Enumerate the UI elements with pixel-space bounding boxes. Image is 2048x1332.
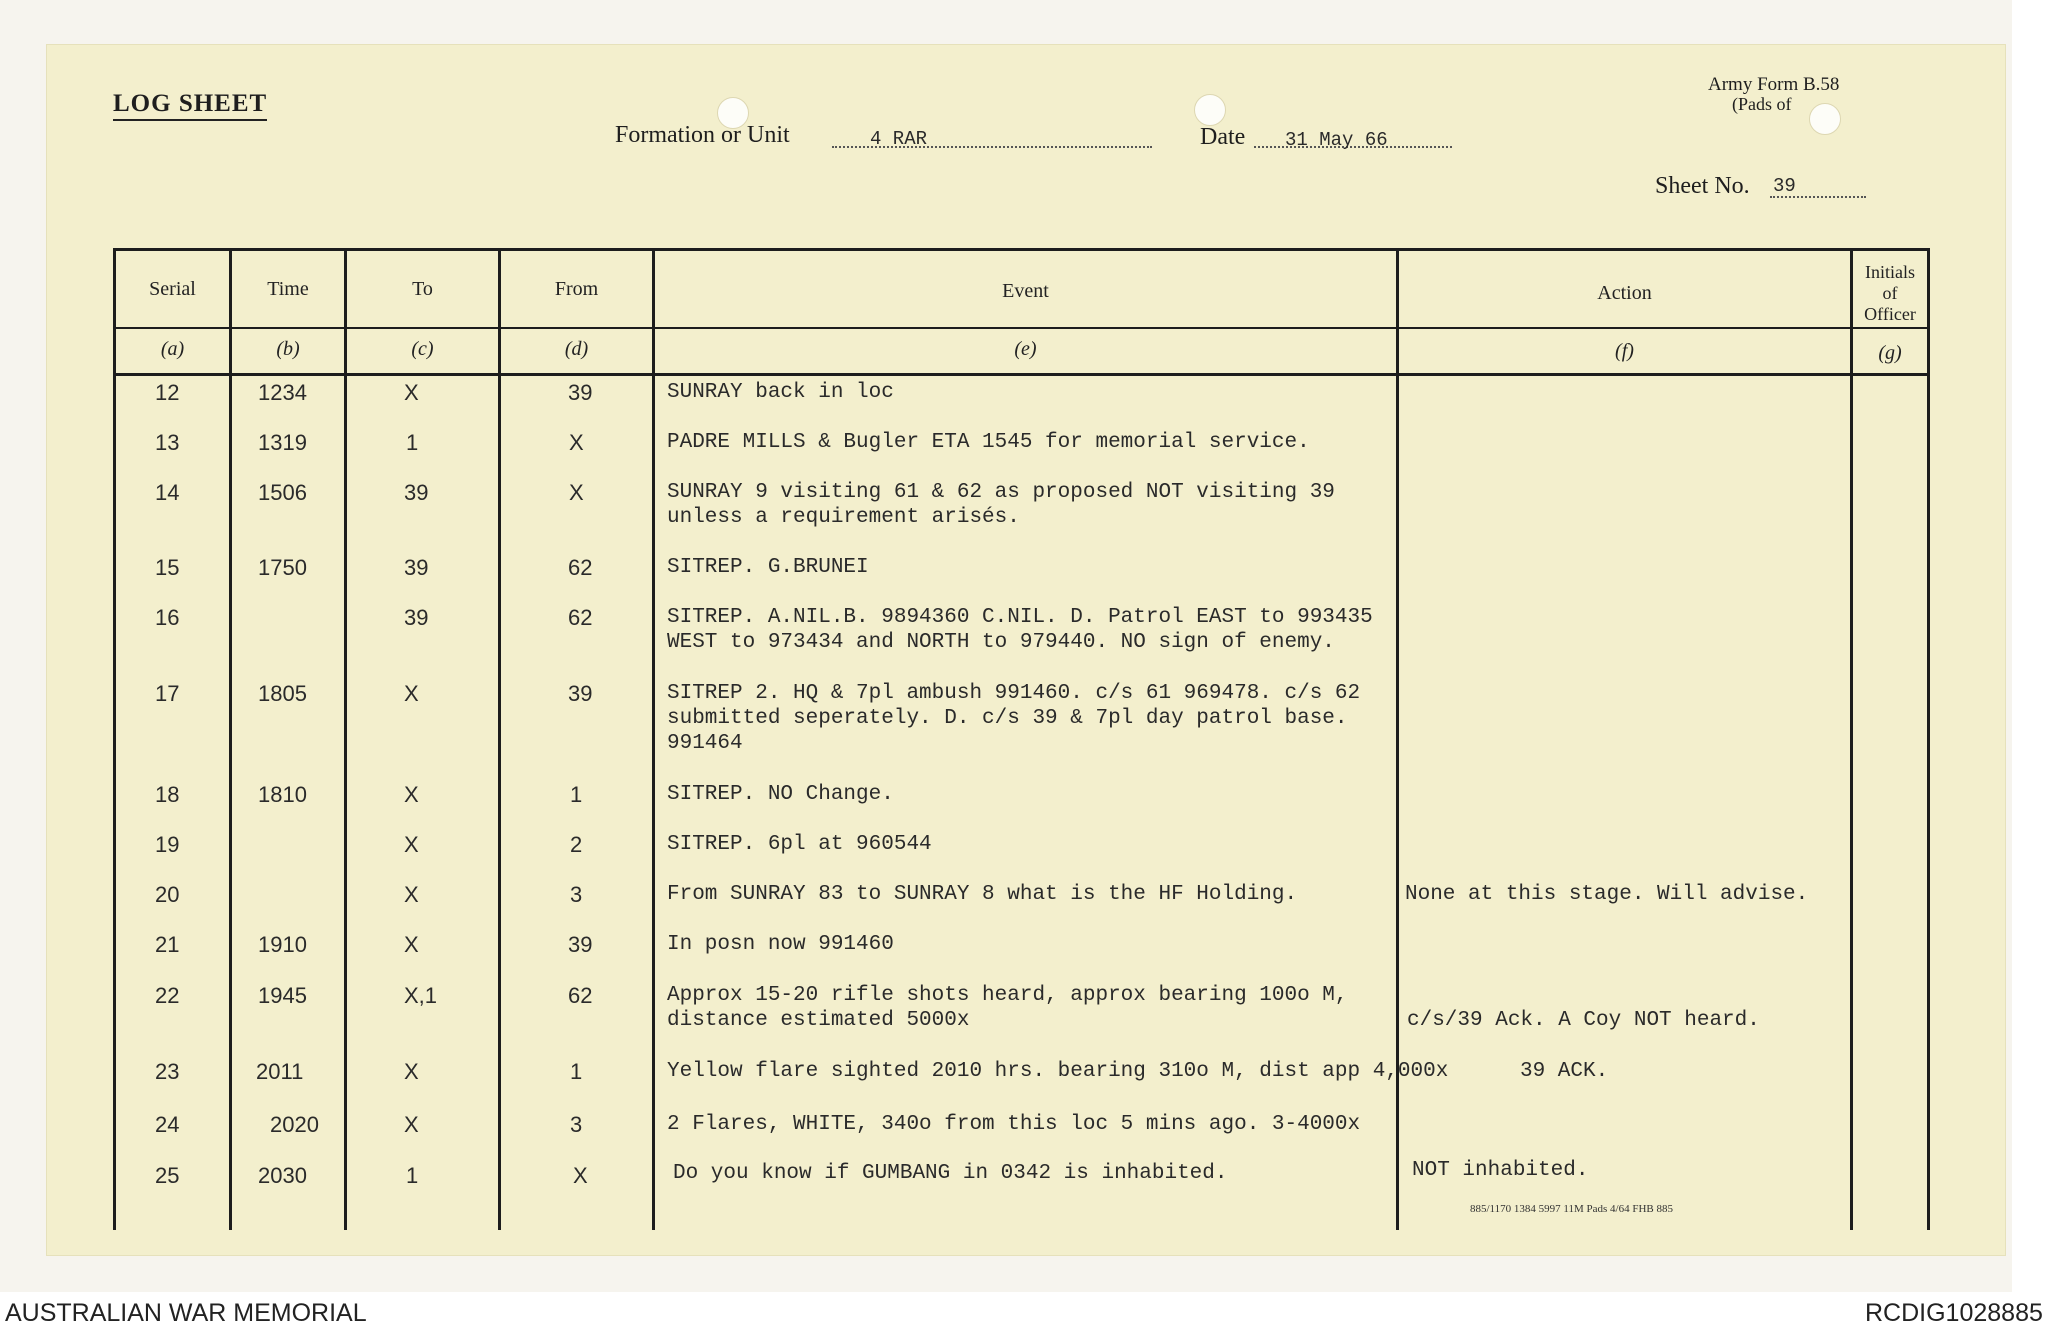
to-cell: 39: [404, 480, 429, 505]
to-cell: 1: [406, 430, 419, 455]
column-header-serial: Serial: [149, 278, 196, 300]
event-cell: In posn now 991460: [667, 933, 894, 956]
time-cell: 1810: [258, 782, 307, 807]
column-letter: (e): [1014, 338, 1037, 360]
from-cell: X: [573, 1163, 588, 1188]
to-cell: X: [404, 882, 419, 907]
footer-record-id: RCDIG1028885: [1865, 1299, 2043, 1327]
column-header-to: To: [412, 278, 433, 300]
serial-cell: 21: [155, 932, 180, 957]
serial-cell: 14: [155, 480, 180, 505]
event-cell: PADRE MILLS & Bugler ETA 1545 for memorial service.: [667, 431, 1310, 454]
column-header-event: Event: [1002, 280, 1049, 302]
serial-cell: 13: [155, 430, 180, 455]
time-cell: 2011: [256, 1059, 304, 1084]
from-cell: X: [569, 430, 584, 455]
event-cell: SITREP. A.NIL.B. 9894360 C.NIL. D. Patrol EAST to 993435 WEST to 973434 and NORTH to 979440. NO sign of enemy.: [667, 606, 1373, 654]
army-form-number: Army Form B.58: [1708, 74, 1840, 95]
serial-cell: 20: [155, 882, 180, 907]
column-letter: (c): [411, 338, 434, 360]
punch-hole: [1194, 94, 1226, 126]
table-left-border: [113, 248, 116, 1230]
time-cell: 1234: [258, 380, 307, 405]
from-cell: 39: [568, 681, 593, 706]
from-cell: 3: [570, 882, 583, 907]
time-cell: 1805: [258, 681, 307, 706]
to-cell: X: [404, 1059, 419, 1084]
footer-institution: AUSTRALIAN WAR MEMORIAL: [5, 1299, 367, 1327]
from-cell: X: [569, 480, 584, 505]
date-label: Date: [1200, 124, 1246, 150]
column-divider: [229, 248, 232, 1230]
event-cell: SITREP. NO Change.: [667, 783, 894, 806]
serial-cell: 12: [155, 380, 180, 405]
serial-cell: 18: [155, 782, 180, 807]
event-cell: SITREP 2. HQ & 7pl ambush 991460. c/s 61 969478. c/s 62 submitted seperately. D. c/s 39 & 7pl day patrol base. 991464: [667, 682, 1361, 755]
column-letter: (d): [564, 338, 589, 360]
action-cell: 39 ACK.: [1520, 1060, 1609, 1083]
formation-label: Formation or Unit: [615, 122, 790, 148]
table-right-border: [1927, 248, 1930, 1230]
from-cell: 1: [570, 1059, 583, 1084]
sheet-number-value: 39: [1773, 175, 1796, 197]
to-cell: X: [404, 932, 419, 957]
serial-cell: 23: [155, 1059, 180, 1084]
column-divider: [652, 248, 655, 1230]
serial-cell: 16: [155, 605, 180, 630]
time-cell: 1506: [258, 480, 307, 505]
serial-cell: 17: [155, 681, 180, 706]
form-title: LOG SHEET: [113, 90, 267, 121]
to-cell: X: [404, 681, 419, 706]
from-cell: 1: [570, 782, 583, 807]
event-cell: SUNRAY back in loc: [667, 381, 894, 404]
event-cell: From SUNRAY 83 to SUNRAY 8 what is the HF Holding.: [667, 883, 1298, 906]
initials-line: of: [1882, 283, 1898, 303]
from-cell: 62: [568, 605, 593, 630]
from-cell: 62: [568, 555, 593, 580]
time-cell: 1910: [258, 932, 307, 957]
column-divider: [1850, 248, 1853, 1230]
initials-line: Initials: [1865, 262, 1915, 282]
column-letter: (g): [1878, 342, 1902, 364]
column-letter: (a): [160, 338, 185, 360]
initials-line: Officer: [1864, 304, 1916, 324]
event-cell: SUNRAY 9 visiting 61 & 62 as proposed NOT visiting 39 unless a requirement arisés.: [667, 481, 1335, 529]
from-cell: 39: [568, 932, 593, 957]
table-top-border: [113, 248, 1930, 251]
to-cell: 1: [406, 1163, 419, 1188]
to-cell: X: [404, 1112, 419, 1137]
to-cell: X: [404, 380, 419, 405]
column-header-time: Time: [267, 278, 309, 300]
action-cell: c/s/39 Ack. A Coy NOT heard.: [1407, 1009, 1760, 1032]
from-cell: 3: [570, 1112, 583, 1137]
event-cell: SITREP. G.BRUNEI: [667, 556, 869, 579]
time-cell: 1750: [258, 555, 307, 580]
date-value: 31 May 66: [1285, 129, 1388, 151]
to-cell: 39: [404, 605, 429, 630]
from-cell: 2: [570, 832, 583, 857]
to-cell: X: [404, 782, 419, 807]
event-cell: 2 Flares, WHITE, 340o from this loc 5 mins ago. 3-4000x: [667, 1113, 1361, 1136]
column-letter: (f): [1615, 340, 1634, 362]
column-header-initials: [1853, 262, 1927, 325]
serial-cell: 24: [155, 1112, 180, 1137]
action-cell: None at this stage. Will advise.: [1405, 883, 1809, 906]
serial-cell: 15: [155, 555, 180, 580]
table-letter-divider: [113, 373, 1930, 376]
sheet-number-label: Sheet No.: [1655, 173, 1750, 199]
action-cell: NOT inhabited.: [1412, 1159, 1589, 1182]
time-cell: 1319: [258, 430, 307, 455]
time-cell: 1945: [258, 983, 307, 1008]
event-cell: Approx 15-20 rifle shots heard, approx bearing 100o M, distance estimated 5000x: [667, 984, 1348, 1032]
column-divider: [344, 248, 347, 1230]
column-header-action: Action: [1597, 282, 1652, 304]
formation-value: 4 RAR: [870, 128, 928, 150]
from-cell: 62: [568, 983, 593, 1008]
serial-cell: 25: [155, 1163, 180, 1188]
event-cell: SITREP. 6pl at 960544: [667, 833, 932, 856]
event-cell: Do you know if GUMBANG in 0342 is inhabited.: [673, 1162, 1228, 1185]
column-divider: [498, 248, 501, 1230]
scan-margin: [2012, 0, 2048, 1332]
table-header-divider: [113, 327, 1930, 329]
print-code: 885/1170 1384 5997 11M Pads 4/64 FHB 885: [1470, 1203, 1674, 1215]
time-cell: 2020: [270, 1112, 319, 1137]
to-cell: X,1: [404, 983, 438, 1008]
to-cell: X: [404, 832, 419, 857]
to-cell: 39: [404, 555, 429, 580]
column-letter: (b): [276, 338, 300, 360]
serial-cell: 19: [155, 832, 180, 857]
army-form-pads: (Pads of: [1732, 94, 1792, 114]
time-cell: 2030: [258, 1163, 307, 1188]
event-cell: Yellow flare sighted 2010 hrs. bearing 310o M, dist app 4,000x: [667, 1060, 1449, 1083]
from-cell: 39: [568, 380, 593, 405]
column-header-from: From: [554, 278, 599, 300]
punch-hole: [1809, 103, 1841, 135]
serial-cell: 22: [155, 983, 180, 1008]
